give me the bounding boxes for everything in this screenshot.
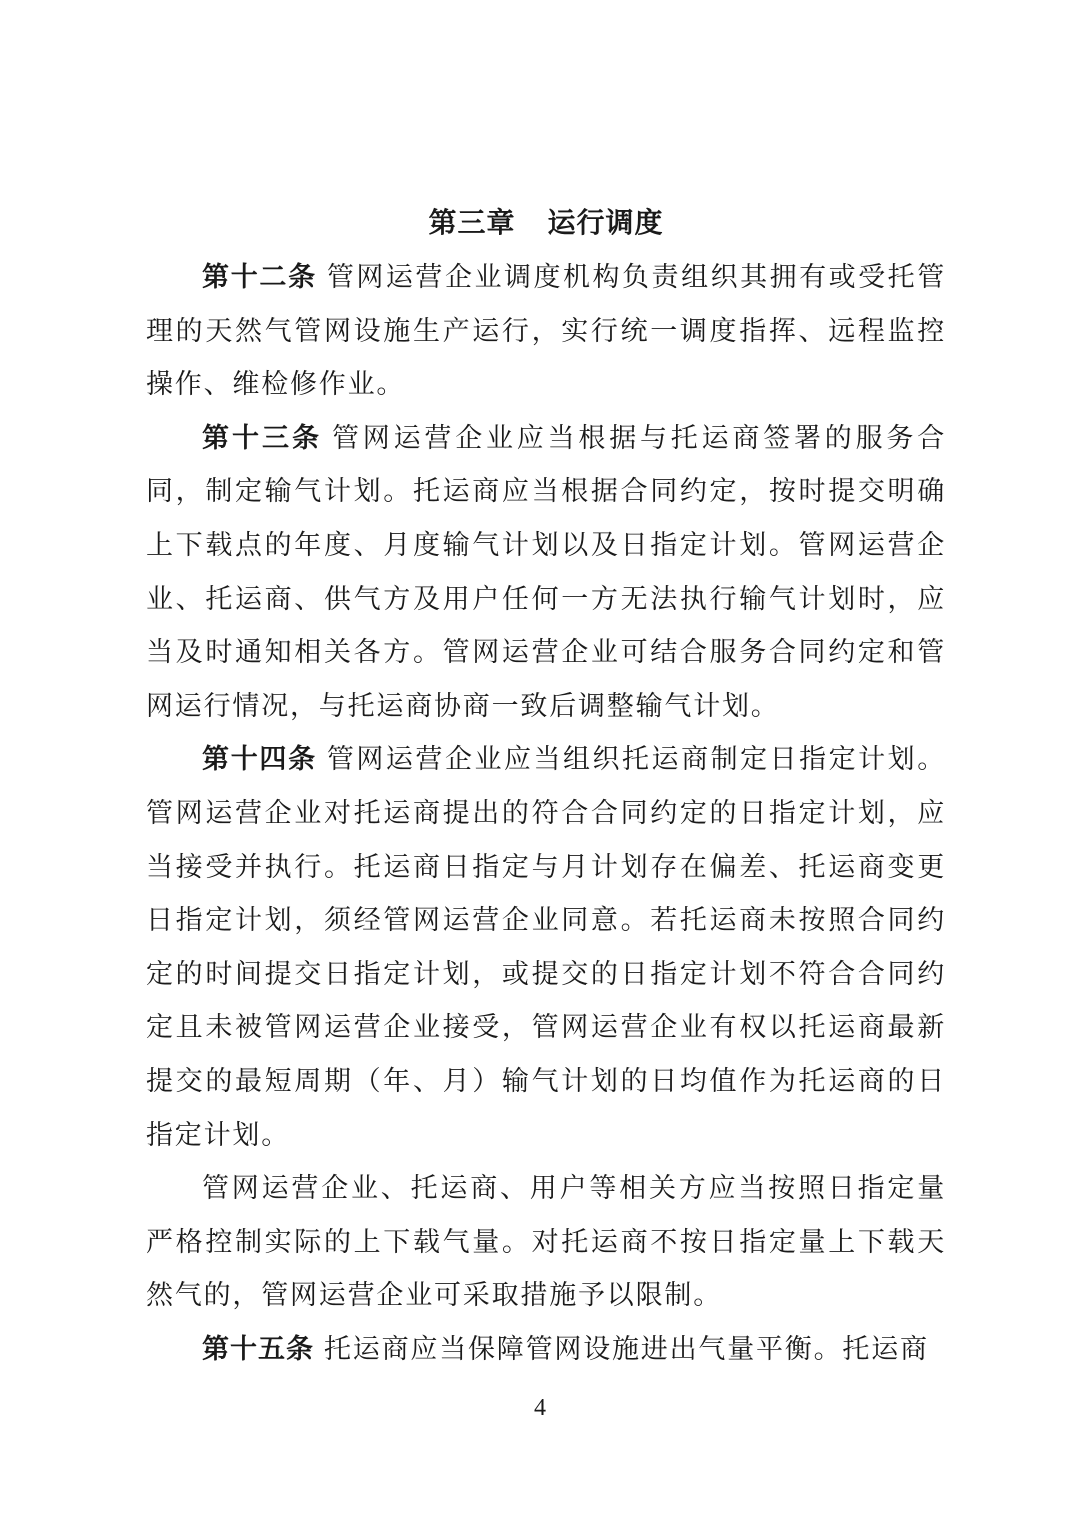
chapter-title [146, 195, 946, 251]
article-15 [146, 1323, 946, 1377]
article-text: 管网运营企业调度机构负责组织其拥有或受托管理的天然气管网设施生产运行，实行统一调度指挥、远程监控操作、维检修作业。 [146, 262, 946, 401]
chapter-name: 运行调度 [547, 206, 664, 239]
article-14 [146, 733, 946, 1162]
document-page [146, 195, 946, 1376]
article-12 [146, 251, 946, 412]
article-label: 第十四条 [202, 744, 317, 776]
article-13 [146, 412, 946, 734]
article-text: 托运商应当保障管网设施进出气量平衡。托运商 [324, 1333, 929, 1365]
article-text: 管网运营企业应当根据与托运商签署的服务合同，制定输气计划。托运商应当根据合同约定，按时提交明确上下载点的年度、月度输气计划以及日指定计划。管网运营企业、托运商、供气方及用户任何一方无法执行输气计划时，应当及时通知相关各方。管网运营企业可结合服务合同约定和管网运行情况，与托运商协商一致后调整输气计划。 [146, 422, 946, 722]
article-label: 第十三条 [202, 422, 322, 454]
article-label: 第十五条 [202, 1333, 314, 1365]
article-text: 管网运营企业应当组织托运商制定日指定计划。管网运营企业对托运商提出的符合合同约定的日指定计划，应当接受并执行。托运商日指定与月计划存在偏差、托运商变更日指定计划，须经管网运营企业同意。若托运商未按照合同约定的时间提交日指定计划，或提交的日指定计划不符合合同约定且未被管网运营企业接受，管网运营企业有权以托运商最新提交的最短周期（年、月）输气计划的日均值作为托运商的日指定计划。 [146, 744, 946, 1151]
article-14-paragraph-2 [146, 1162, 946, 1323]
article-label: 第十二条 [202, 262, 317, 293]
chapter-number: 第三章 [428, 206, 516, 239]
article-text: 管网运营企业、托运商、用户等相关方应当按照日指定量严格控制实际的上下载气量。对托运商不按日指定量上下载天然气的，管网运营企业可采取措施予以限制。 [146, 1173, 946, 1312]
page-number: 4 [534, 1395, 546, 1421]
